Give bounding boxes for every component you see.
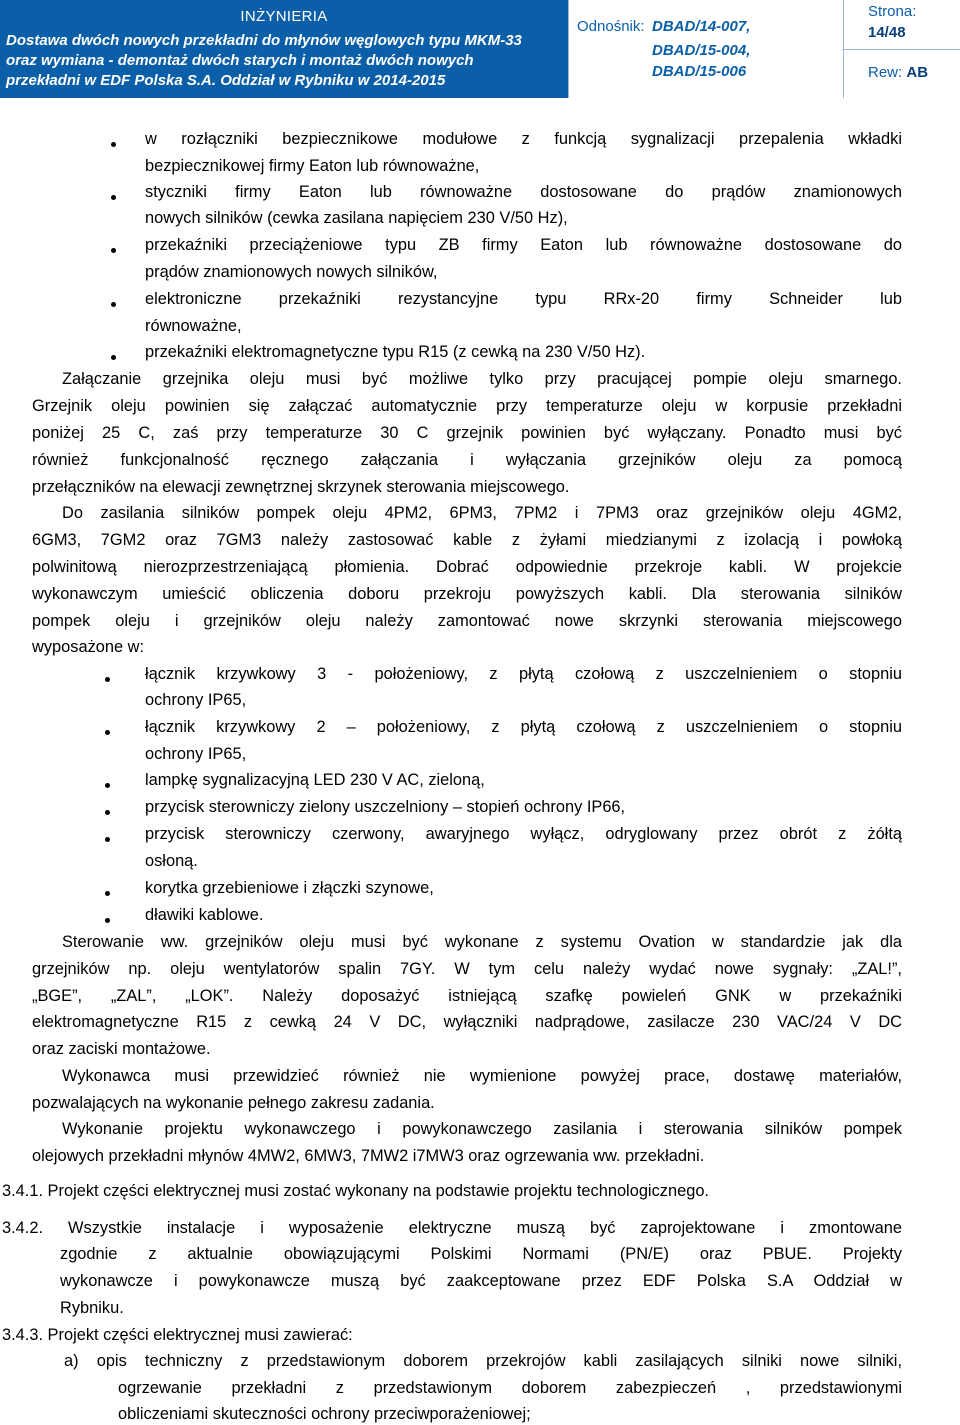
revision-label: Rew: xyxy=(868,64,903,81)
bullet-icon xyxy=(105,810,110,815)
text-line: Rybniku. xyxy=(60,1299,124,1317)
text-line: prądów znamionowych nowych silników, xyxy=(145,263,438,281)
text-line: ochrony IP65, xyxy=(145,691,247,709)
text-line: obliczeniami skuteczności ochrony przeciwporażeniowej; xyxy=(118,1405,531,1423)
text-line: korytka grzebieniowe i złączki szynowe, xyxy=(145,879,434,897)
reference-value: DBAD/15-004, xyxy=(652,42,751,59)
bullet-icon xyxy=(111,248,116,253)
text-line: Załączanie grzejnika oleju musi być możliwe tylko przy pracującej pompie oleju smarnego. xyxy=(62,370,902,388)
bullet-icon xyxy=(111,355,116,360)
text-line: osłoną. xyxy=(145,852,198,870)
reference-value: DBAD/14-007, xyxy=(652,18,751,35)
text-line: wyposażone w: xyxy=(32,638,145,656)
text-line: w rozłączniki bezpiecznikowe modułowe z funkcją sygnalizacji przepalenia wkładki xyxy=(145,130,902,148)
text-line: oraz zaciski montażowe. xyxy=(32,1040,211,1058)
text-line: Grzejnik oleju powinien się załączać automatycznie przy temperaturze oleju w korpusie przekładni xyxy=(32,397,902,415)
text-line: również funkcjonalność ręcznego załączania i wyłączania grzejników oleju za pomocą xyxy=(32,451,902,469)
bullet-icon xyxy=(105,918,110,923)
text-line: elektromagnetyczne R15 z cewką 24 V DC, wyłączniki nadprądowe, zasilacze 230 VAC/24 V DC xyxy=(32,1013,902,1031)
text-line: polwinitową nierozprzestrzeniającą płomienia. Dobrać odpowiednie przekroje kabli. W projekcie xyxy=(32,558,902,576)
text-line: pozwalających na wykonanie pełnego zakresu zadania. xyxy=(32,1094,435,1112)
text-line: równoważne, xyxy=(145,317,242,335)
text-line: łącznik krzywkowy 2 – położeniowy, z płytą czołową z uszczelnieniem o stopniu xyxy=(145,718,902,736)
text-line: wykonawczym umieścić obliczenia doboru przekroju powyższych kabli. Dla sterowania silników xyxy=(32,585,902,603)
revision-value: AB xyxy=(906,64,929,81)
text-line: bezpiecznikowej firmy Eaton lub równoważne, xyxy=(145,157,480,175)
text-line: elektroniczne przekaźniki rezystancyjne typu RRx-20 firmy Schneider lub xyxy=(145,290,902,308)
text-line: dławiki kablowe. xyxy=(145,906,264,924)
text-line: poniżej 25 C, zaś przy temperaturze 30 C grzejnik powinien być wyłączany. Ponadto musi być xyxy=(32,424,902,442)
text-line: ogrzewanie przekładni z przedstawionym doborem zabezpieczeń , przedstawionymi xyxy=(118,1379,902,1397)
section-3-4-2: 3.4.2. Wszystkie instalacje i wyposażenie elektryczne muszą być zaprojektowane i zmontowane xyxy=(2,1219,902,1237)
text-line: przełączników na elewacji zewnętrznej skrzynek sterowania miejscowego. xyxy=(32,478,570,496)
text-line: grzejników np. oleju wentylatorów spalin 7GY. W tym celu należy wydać nowe sygnały: „ZAL!”, xyxy=(32,960,902,978)
text-line: przekaźniki elektromagnetyczne typu R15 (z cewką na 230 V/50 Hz). xyxy=(145,343,646,361)
text-line: nowych silników (cewka zasilana napięciem 230 V/50 Hz), xyxy=(145,209,568,227)
reference-value: DBAD/15-006 xyxy=(652,63,747,80)
bullet-icon xyxy=(105,891,110,896)
text-line: „BGE”, „ZAL”, „LOK”. Należy doposażyć istniejącą szafkę powieleń GNK w przekaźniki xyxy=(32,987,902,1005)
text-line: Wykonawca musi przewidzieć również nie wymienione powyżej prace, dostawę materiałów, xyxy=(62,1067,902,1085)
header-title-line: oraz wymiana - demontaż dwóch starych i montaż dwóch nowych xyxy=(6,52,474,69)
text-line: wykonawcze i powykonawcze muszą być zaakceptowane przez EDF Polska S.A Oddział w xyxy=(60,1272,902,1290)
text-line: przycisk sterowniczy czerwony, awaryjnego wyłącz, odryglowany przez obrót z żółtą xyxy=(145,825,902,843)
section-3-4-1: 3.4.1. Projekt części elektrycznej musi zostać wykonany na podstawie projektu technologicznego. xyxy=(2,1182,709,1200)
bullet-icon xyxy=(111,195,116,200)
text-line: przekaźniki przeciążeniowe typu ZB firmy Eaton lub równoważne dostosowane do xyxy=(145,236,902,254)
reference-label: Odnośnik: xyxy=(577,18,645,35)
bullet-icon xyxy=(111,142,116,147)
list-item-a: a) opis techniczny z przedstawionym doborem przekrojów kabli zasilających silniki nowe silniki, xyxy=(64,1352,902,1370)
bullet-icon xyxy=(105,677,110,682)
text-line: styczniki firmy Eaton lub równoważne dostosowane do prądów znamionowych xyxy=(145,183,902,201)
text-line: lampkę sygnalizacyjną LED 230 V AC, zieloną, xyxy=(145,771,485,789)
page-number: 14/48 xyxy=(868,24,906,41)
header-title-line: przekładni w EDF Polska S.A. Oddział w Rybniku w 2014-2015 xyxy=(6,72,446,89)
bullet-icon xyxy=(105,837,110,842)
bullet-icon xyxy=(111,302,116,307)
text-line: Sterowanie ww. grzejników oleju musi być wykonane z systemu Ovation w standardzie jak dla xyxy=(62,933,902,951)
text-line: przycisk sterowniczy zielony uszczelniony – stopień ochrony IP66, xyxy=(145,798,626,816)
bullet-icon xyxy=(105,730,110,735)
text-line: zgodnie z aktualnie obowiązującymi Polskimi Normami (PN/E) oraz PBUE. Projekty xyxy=(60,1245,902,1263)
text-line: olejowych przekładni młynów 4MW2, 6MW3, 7MW2 i7MW3 oraz ogrzewania ww. przekładni. xyxy=(32,1147,705,1165)
text-line: 6GM3, 7GM2 oraz 7GM3 należy zastosować kable z żyłami miedzianymi z izolacją i powłoką xyxy=(32,531,902,549)
text-line: pompek oleju i grzejników oleju należy zamontować nowe skrzynki sterowania miejscowego xyxy=(32,612,902,630)
page-label: Strona: xyxy=(868,3,917,20)
header-section: INŻYNIERIA xyxy=(240,8,328,25)
text-line: ochrony IP65, xyxy=(145,745,247,763)
text-line: Wykonanie projektu wykonawczego i powykonawczego zasilania i sterowania silników pompek xyxy=(62,1120,902,1138)
section-3-4-3: 3.4.3. Projekt części elektrycznej musi zawierać: xyxy=(2,1326,353,1344)
text-line: łącznik krzywkowy 3 - położeniowy, z płytą czołową z uszczelnieniem o stopniu xyxy=(145,665,902,683)
text-line: Do zasilania silników pompek oleju 4PM2, 6PM3, 7PM2 i 7PM3 oraz grzejników oleju 4GM2, xyxy=(62,504,902,522)
bullet-icon xyxy=(105,783,110,788)
header-title-line: Dostawa dwóch nowych przekładni do młynów węglowych typu MKM-33 xyxy=(6,32,522,49)
